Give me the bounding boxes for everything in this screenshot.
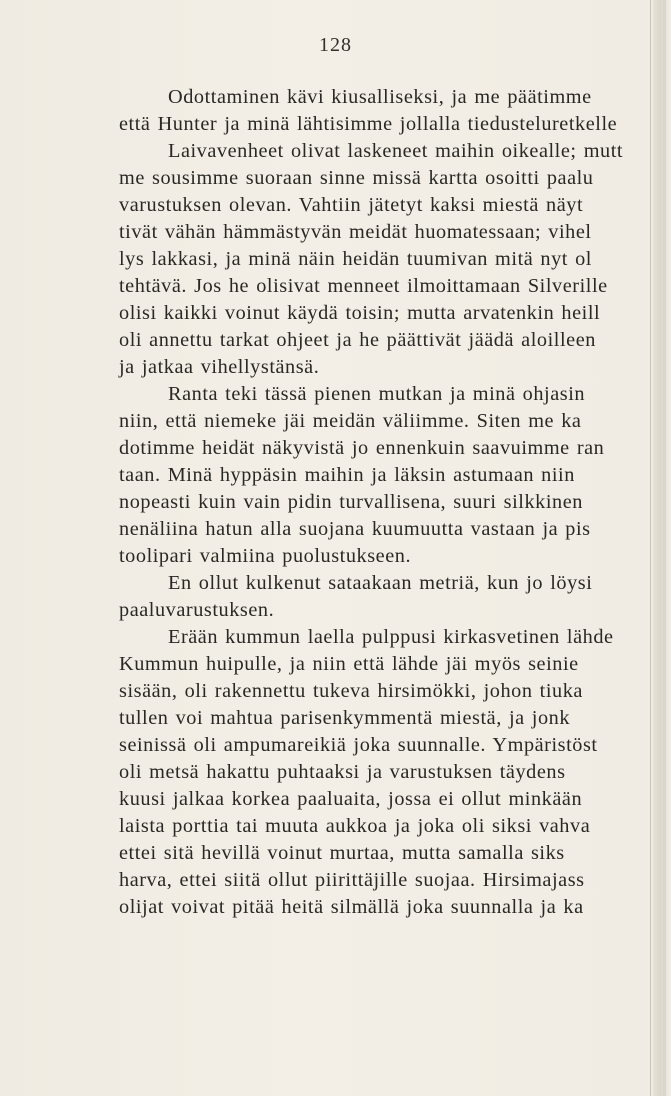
text-line: me sousimme suoraan sinne missä kartta osoitti paalu bbox=[119, 167, 594, 189]
text-line: Kummun huipulle, ja niin että lähde jäi myös seinie bbox=[119, 653, 579, 675]
text-line: nenäliina hatun alla suojana kuumuutta vastaan ja pis bbox=[119, 518, 591, 540]
text-line: Laivavenheet olivat laskeneet maihin oikealle; mutt bbox=[168, 140, 624, 162]
page-edge-shadow bbox=[663, 0, 666, 1096]
text-line: kuusi jalkaa korkea paaluaita, jossa ei ollut minkään bbox=[119, 788, 583, 810]
text-line: olijat voivat pitää heitä silmällä joka suunnalla ja ka bbox=[119, 896, 584, 918]
text-line: taan. Minä hyppäsin maihin ja läksin astumaan niin bbox=[119, 464, 575, 486]
text-line: sisään, oli rakennettu tukeva hirsimökki, johon tiuka bbox=[119, 680, 583, 702]
text-line: varustuksen olevan. Vahtiin jätetyt kaksi miestä näyt bbox=[119, 194, 584, 216]
text-line: tivät vähän hämmästyvän meidät huomatessaan; vihel bbox=[119, 221, 592, 243]
page-gutter-line bbox=[650, 0, 651, 1096]
text-line: oli metsä hakattu puhtaaksi ja varustuksen täydens bbox=[119, 761, 566, 783]
text-line: seinissä oli ampumareikiä joka suunnalle. Ympäristöst bbox=[119, 734, 598, 756]
text-line: paaluvarustuksen. bbox=[119, 599, 275, 621]
text-line: nopeasti kuin vain pidin turvallisena, suuri silkkinen bbox=[119, 491, 583, 513]
text-line: ja jatkaa vihellystänsä. bbox=[119, 356, 320, 378]
text-line: dotimme heidät näkyvistä jo ennenkuin saavuimme ran bbox=[119, 437, 605, 459]
text-line: että Hunter ja minä lähtisimme jollalla tiedusteluretkelle bbox=[119, 113, 618, 135]
text-line: Erään kummun laella pulppusi kirkasvetinen lähde bbox=[168, 626, 614, 648]
text-line: niin, että niemeke jäi meidän väliimme. Siten me ka bbox=[119, 410, 582, 432]
text-line: tullen voi mahtua parisenkymmentä miestä, ja jonk bbox=[119, 707, 571, 729]
text-line: lys lakkasi, ja minä näin heidän tuumivan mitä nyt ol bbox=[119, 248, 592, 270]
text-line: tehtävä. Jos he olisivat menneet ilmoittamaan Silverille bbox=[119, 275, 608, 297]
text-line: olisi kaikki voinut käydä toisin; mutta arvatenkin heill bbox=[119, 302, 601, 324]
text-line: oli annettu tarkat ohjeet ja he päättivät jäädä aloilleen bbox=[119, 329, 596, 351]
text-line: toolipari valmiina puolustukseen. bbox=[119, 545, 412, 567]
page-number: 128 bbox=[319, 34, 352, 56]
text-line: ettei sitä hevillä voinut murtaa, mutta samalla siks bbox=[119, 842, 565, 864]
text-line: En ollut kulkenut sataakaan metriä, kun jo löysi bbox=[168, 572, 593, 594]
text-line: Odottaminen kävi kiusalliseksi, ja me päätimme bbox=[168, 86, 592, 108]
page-edge bbox=[653, 0, 671, 1096]
text-line: laista porttia tai muuta aukkoa ja joka oli siksi vahva bbox=[119, 815, 591, 837]
text-line: Ranta teki tässä pienen mutkan ja minä ohjasin bbox=[168, 383, 586, 405]
text-line: harva, ettei siitä ollut piirittäjille suojaa. Hirsimajass bbox=[119, 869, 585, 891]
